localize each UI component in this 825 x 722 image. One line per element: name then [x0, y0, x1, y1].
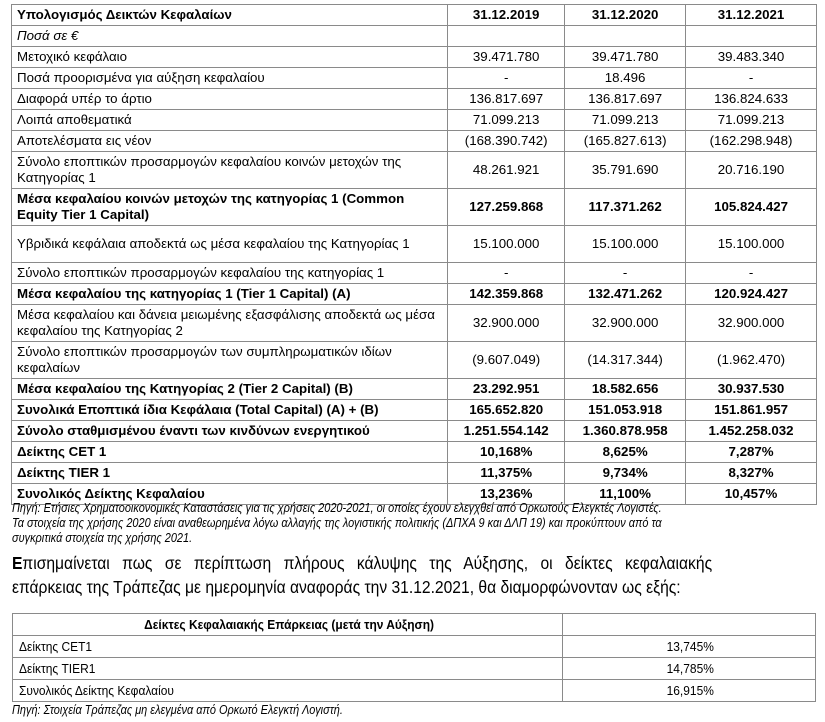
empty-cell [686, 26, 817, 47]
value-2021: - [686, 263, 817, 284]
value-2021: 7,287% [686, 442, 817, 463]
table-source-footnote [12, 501, 662, 546]
unit-label: Ποσά σε € [12, 26, 448, 47]
table-row [13, 658, 816, 680]
table-title: Υπολογισμός Δεικτών Κεφαλαίων [12, 5, 448, 26]
value-2019: 165.652.820 [448, 400, 565, 421]
row-label: Μέσα κεφαλαίου κοινών μετοχών της κατηγορίας 1 (Common Equity Tier 1 Capital) [12, 189, 448, 226]
table-title-text: Δείκτες Κεφαλαιακής Επάρκειας (μετά την Αύξηση) [143, 616, 434, 632]
row-label: Μέσα κεφαλαίου της Κατηγορίας 2 (Tier 2 Capital) (B) [12, 379, 448, 400]
value-2020: (14.317.344) [565, 342, 686, 379]
value-2019: 136.817.697 [448, 89, 565, 110]
value-2019: - [448, 68, 565, 89]
row-value-text: 13,745% [666, 638, 714, 654]
table-row-cet1-capital [12, 189, 817, 226]
table-row-total-capital [12, 400, 817, 421]
column-header-2021: 31.12.2021 [686, 5, 817, 26]
row-label: Αποτελέσματα εις νέον [12, 131, 448, 152]
value-2020: 32.900.000 [565, 305, 686, 342]
row-label: Δείκτης CET 1 [12, 442, 448, 463]
ratio-source-footnote: Πηγή: Στοιχεία Τράπεζας μη ελεγμένα από Ορκωτό Ελεγκτή Λογιστή. [12, 703, 343, 717]
table-row-tier1-ratio [12, 463, 817, 484]
value-2019: 39.471.780 [448, 47, 565, 68]
table-row [12, 68, 817, 89]
paragraph-text: πισημαίνεται πως σε περίπτωση πλήρους κάλυψης της Αύξησης, οι δείκτες κεφαλαιακής [22, 553, 713, 573]
table-row-cet1-ratio [12, 442, 817, 463]
column-header-2019: 31.12.2019 [448, 5, 565, 26]
footnote-line: Πηγή: Ετήσιες Χρηματοοικονομικές Καταστάσεις για τις χρήσεις 2020-2021, οι οποίες έχουν ελεγχθεί από Ορκωτούς Ελεγκτές Λογιστές. [12, 501, 662, 515]
row-label: Συνολικά Εποπτικά ίδια Κεφάλαια (Total Capital) (A) + (B) [12, 400, 448, 421]
footnote-line: Τα στοιχεία της χρήσης 2020 είναι αναθεωρημένα λόγω αλλαγής της λογιστικής πολιτικής (ΔΠΧΑ 9 και ΔΛΠ 19) και προκύπτουν από τα [12, 516, 662, 530]
value-2020: 39.471.780 [565, 47, 686, 68]
post-increase-ratios-table [12, 613, 816, 702]
value-2021: 136.824.633 [686, 89, 817, 110]
row-value [563, 636, 816, 658]
table-row-tier1-capital [12, 284, 817, 305]
row-label-text: Δείκτης CET1 [19, 638, 93, 654]
row-label: Σύνολο εποπτικών προσαρμογών κεφαλαίου κοινών μετοχών της Κατηγορίας 1 [12, 152, 448, 189]
value-2021: 30.937.530 [686, 379, 817, 400]
table-row-tier2-capital [12, 379, 817, 400]
table-row [12, 305, 817, 342]
value-2020: 71.099.213 [565, 110, 686, 131]
table-row [12, 152, 817, 189]
value-2020: 15.100.000 [565, 226, 686, 263]
row-label [13, 658, 563, 680]
paragraph-line-1 [12, 551, 816, 575]
value-2019: 13,236% [448, 484, 565, 505]
value-2021: (162.298.948) [686, 131, 817, 152]
table-header-row [13, 614, 816, 636]
body-paragraph [12, 551, 816, 599]
value-2019: 142.359.868 [448, 284, 565, 305]
footnote-line: συγκριτικά στοιχεία της χρήσης 2021. [12, 531, 193, 545]
value-2019: 48.261.921 [448, 152, 565, 189]
value-2020: 136.817.697 [565, 89, 686, 110]
value-2020: 18.582.656 [565, 379, 686, 400]
drop-letter: Ε [12, 553, 23, 573]
row-label-text: Συνολικός Δείκτης Κεφαλαίου [19, 682, 174, 698]
table-row [12, 263, 817, 284]
table-row [12, 131, 817, 152]
row-label: Μέσα κεφαλαίου και δάνεια μειωμένης εξασφάλισης αποδεκτά ως μέσα κεφαλαίου της Κατηγορίας 2 [12, 305, 448, 342]
value-2019: 1.251.554.142 [448, 421, 565, 442]
empty-cell [565, 26, 686, 47]
row-value [563, 658, 816, 680]
value-2020: - [565, 263, 686, 284]
row-label [13, 636, 563, 658]
value-2021: 1.452.258.032 [686, 421, 817, 442]
value-2020: 117.371.262 [565, 189, 686, 226]
value-2020: 35.791.690 [565, 152, 686, 189]
value-2019: 23.292.951 [448, 379, 565, 400]
unit-row [12, 26, 817, 47]
value-2019: 127.259.868 [448, 189, 565, 226]
value-2019: 11,375% [448, 463, 565, 484]
table-header-row [12, 5, 817, 26]
row-label: Σύνολο εποπτικών προσαρμογών κεφαλαίου της κατηγορίας 1 [12, 263, 448, 284]
table-row [12, 342, 817, 379]
value-2020: 11,100% [565, 484, 686, 505]
paragraph-line-2: επάρκειας της Τράπεζας με ημερομηνία αναφοράς την 31.12.2021, θα διαμορφώνονταν ως εξής: [12, 577, 681, 597]
value-2021: 120.924.427 [686, 284, 817, 305]
value-2020: 151.053.918 [565, 400, 686, 421]
row-value [563, 680, 816, 702]
value-2021: (1.962.470) [686, 342, 817, 379]
value-2020: 8,625% [565, 442, 686, 463]
value-2020: 132.471.262 [565, 284, 686, 305]
value-2020: 1.360.878.958 [565, 421, 686, 442]
value-2020: 9,734% [565, 463, 686, 484]
row-label: Μέσα κεφαλαίου της κατηγορίας 1 (Tier 1 Capital) (A) [12, 284, 448, 305]
table-row [13, 680, 816, 702]
value-2019: - [448, 263, 565, 284]
empty-cell [448, 26, 565, 47]
row-value-text: 16,915% [666, 682, 714, 698]
value-2019: 10,168% [448, 442, 565, 463]
value-2021: 10,457% [686, 484, 817, 505]
value-2021: 71.099.213 [686, 110, 817, 131]
row-label: Ποσά προορισμένα για αύξηση κεφαλαίου [12, 68, 448, 89]
value-2019: 71.099.213 [448, 110, 565, 131]
value-2019: (9.607.049) [448, 342, 565, 379]
row-label: Σύνολο εποπτικών προσαρμογών των συμπληρωματικών ιδίων κεφαλαίων [12, 342, 448, 379]
row-label: Δείκτης TIER 1 [12, 463, 448, 484]
table-title [13, 614, 563, 636]
row-value-text: 14,785% [666, 660, 714, 676]
table-row [12, 110, 817, 131]
table-row [12, 89, 817, 110]
value-2021: 39.483.340 [686, 47, 817, 68]
row-label: Λοιπά αποθεματικά [12, 110, 448, 131]
row-label [13, 680, 563, 702]
header-value-cell [563, 614, 816, 636]
value-2021: 20.716.190 [686, 152, 817, 189]
value-2021: 151.861.957 [686, 400, 817, 421]
table-row [13, 636, 816, 658]
column-header-2020: 31.12.2020 [565, 5, 686, 26]
capital-ratios-table [11, 4, 817, 505]
table-row [12, 47, 817, 68]
value-2020: 18.496 [565, 68, 686, 89]
value-2021: 15.100.000 [686, 226, 817, 263]
table-row [12, 226, 817, 263]
row-label: Συνολικός Δείκτης Κεφαλαίου [12, 484, 448, 505]
value-2019: 15.100.000 [448, 226, 565, 263]
value-2019: 32.900.000 [448, 305, 565, 342]
row-label: Σύνολο σταθμισμένου έναντι των κινδύνων ενεργητικού [12, 421, 448, 442]
row-label: Διαφορά υπέρ το άρτιο [12, 89, 448, 110]
value-2019: (168.390.742) [448, 131, 565, 152]
value-2021: 8,327% [686, 463, 817, 484]
value-2021: - [686, 68, 817, 89]
row-label-text: Δείκτης TIER1 [19, 660, 96, 676]
value-2021: 105.824.427 [686, 189, 817, 226]
row-label: Μετοχικό κεφάλαιο [12, 47, 448, 68]
value-2021: 32.900.000 [686, 305, 817, 342]
value-2020: (165.827.613) [565, 131, 686, 152]
table-row-rwa [12, 421, 817, 442]
row-label: Υβριδικά κεφάλαια αποδεκτά ως μέσα κεφαλαίου της Κατηγορίας 1 [12, 226, 448, 263]
